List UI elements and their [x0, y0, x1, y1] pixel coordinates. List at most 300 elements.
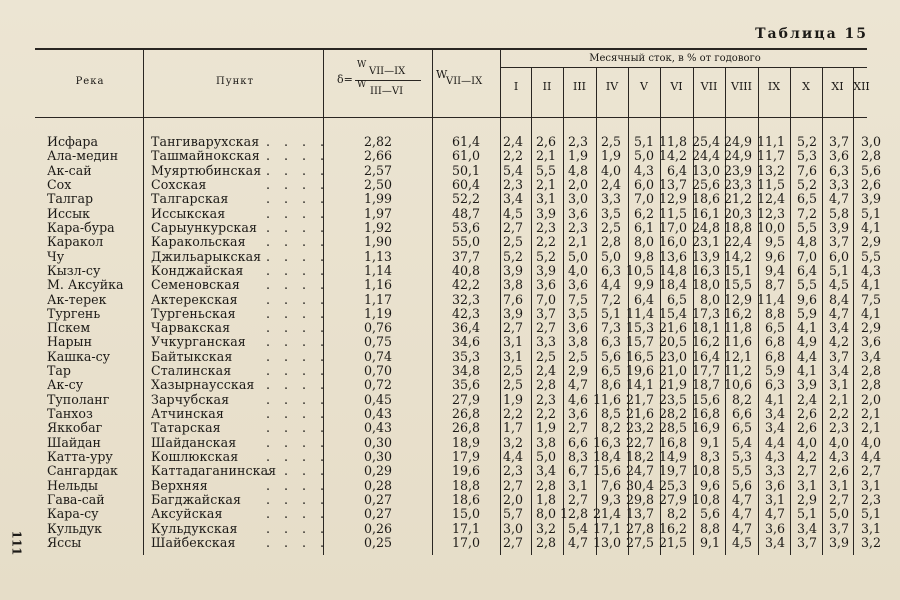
month-value: 13,0	[691, 162, 720, 178]
w-value: 27,9	[451, 391, 480, 407]
month-value: 2,0	[567, 176, 588, 192]
w-value: 17,1	[451, 520, 480, 536]
month-value: 3,4	[764, 534, 785, 550]
w-value: 53,6	[451, 219, 480, 235]
month-value: 13,0	[592, 534, 621, 550]
month-value: 3,1	[796, 477, 817, 493]
month-value: 8,4	[828, 291, 849, 307]
month-value: 3,1	[764, 492, 785, 507]
month-value: 2,4	[502, 134, 523, 149]
month-value: 3,1	[860, 520, 881, 536]
river-name: Туполанг	[47, 391, 110, 407]
month-value: 24,9	[723, 148, 752, 164]
month-value: 3,5	[567, 305, 588, 321]
w-header: W	[436, 68, 448, 81]
w-value: 35,3	[451, 348, 480, 364]
month-value: 15,5	[723, 277, 752, 293]
month-value: 4,3	[828, 449, 849, 465]
month-value: 7,3	[600, 320, 621, 336]
month-value: 2,3	[860, 492, 881, 507]
delta-value: 2,66	[363, 148, 392, 164]
delta-value: 2,50	[363, 176, 392, 192]
month-value: 6,8	[764, 334, 785, 350]
w-value: 42,3	[451, 305, 480, 321]
month-value: 3,4	[764, 406, 785, 422]
place-name: Шайбекская	[151, 534, 236, 550]
month-value: 28,2	[658, 406, 687, 422]
month-value: 21,7	[625, 391, 654, 407]
month-value: 7,6	[796, 162, 817, 178]
table-row	[0, 321, 900, 335]
w-header-sub: VII—IX	[446, 76, 483, 87]
month-value: 3,6	[828, 148, 849, 164]
month-value: 8,3	[699, 449, 720, 465]
month-value: 3,2	[502, 434, 523, 450]
delta-value: 0,29	[363, 463, 392, 479]
month-value: 16,2	[691, 334, 720, 350]
month-value: 11,4	[625, 305, 654, 321]
month-value: 2,0	[860, 391, 881, 407]
month-value: 5,2	[796, 176, 817, 192]
river-name: Яссы	[47, 534, 82, 550]
month-value: 18,2	[625, 449, 654, 465]
month-value: 4,0	[567, 262, 588, 278]
month-value: 6,4	[666, 162, 687, 178]
month-value: 1,8	[535, 492, 556, 507]
month-value: 3,1	[502, 348, 523, 364]
table-row	[0, 436, 900, 450]
month-value: 10,6	[723, 377, 752, 393]
month-value: 2,7	[860, 463, 881, 479]
month-value: 4,0	[600, 162, 621, 178]
month-value: 20,3	[723, 205, 752, 221]
leader-dots: . . . .	[266, 277, 330, 293]
delta-denominator-w: W	[357, 80, 367, 90]
month-value: 7,6	[600, 477, 621, 493]
leader-dots: . . . .	[266, 363, 330, 379]
month-value: 4,3	[764, 449, 785, 465]
w-value: 32,3	[451, 291, 480, 307]
table-row	[0, 335, 900, 349]
month-value: 3,7	[828, 234, 849, 250]
month-value: 2,6	[535, 134, 556, 149]
river-name: Ала-медин	[47, 148, 119, 164]
month-value: 6,4	[633, 291, 654, 307]
delta-numerator-sub: VII—IX	[369, 66, 406, 77]
month-value: 3,2	[860, 534, 881, 550]
month-value: 3,3	[535, 334, 556, 350]
month-value: 25,6	[691, 176, 720, 192]
place-name: Сарыункурская	[151, 219, 258, 235]
month-value: 21,4	[592, 506, 621, 522]
river-name: Пскем	[47, 320, 91, 336]
month-value: 5,5	[796, 277, 817, 293]
month-value: 11,6	[592, 391, 621, 407]
leader-dots: . . . .	[266, 305, 330, 321]
month-value: 8,7	[764, 277, 785, 293]
month-value: 6,3	[828, 162, 849, 178]
river-name: Шайдан	[47, 434, 101, 450]
leader-dots: . . . .	[266, 506, 330, 522]
month-value: 6,3	[600, 262, 621, 278]
month-value: 21,6	[625, 406, 654, 422]
month-value: 6,5	[764, 320, 785, 336]
river-name: Ак-су	[47, 377, 84, 393]
river-name: Нарын	[47, 334, 92, 350]
month-header: V	[640, 80, 648, 93]
month-value: 3,0	[567, 191, 588, 207]
table-row	[0, 149, 900, 163]
month-value: 19,7	[658, 463, 687, 479]
w-value: 61,4	[451, 134, 480, 149]
month-value: 3,6	[764, 520, 785, 536]
month-value: 5,4	[567, 520, 588, 536]
month-value: 3,7	[828, 520, 849, 536]
month-value: 23,5	[658, 391, 687, 407]
month-value: 3,6	[567, 277, 588, 293]
table-row	[0, 522, 900, 536]
month-value: 10,8	[691, 463, 720, 479]
month-value: 1,9	[502, 391, 523, 407]
month-value: 5,5	[731, 463, 752, 479]
river-name: Исфара	[47, 134, 98, 149]
delta-value: 1,90	[363, 234, 392, 250]
month-value: 2,2	[535, 406, 556, 422]
month-value: 4,7	[828, 305, 849, 321]
month-value: 8,2	[666, 506, 687, 522]
month-value: 7,0	[633, 191, 654, 207]
month-value: 21,6	[658, 320, 687, 336]
month-value: 10,0	[756, 219, 785, 235]
top-rule	[35, 48, 867, 50]
month-value: 2,9	[860, 234, 881, 250]
month-value: 9,1	[699, 534, 720, 550]
month-value: 23,1	[691, 234, 720, 250]
month-value: 2,7	[502, 477, 523, 493]
river-name: Кара-бура	[47, 219, 115, 235]
delta-value: 0,74	[363, 348, 392, 364]
month-value: 2,6	[860, 176, 881, 192]
month-value: 5,3	[731, 449, 752, 465]
month-value: 2,7	[796, 463, 817, 479]
month-value: 3,4	[828, 363, 849, 379]
place-name: Тангиварухская	[151, 134, 260, 149]
w-value: 19,6	[451, 463, 480, 479]
place-name: Кошлюкская	[151, 449, 239, 465]
month-value: 7,2	[796, 205, 817, 221]
month-value: 3,5	[600, 205, 621, 221]
header-river: Река	[75, 76, 105, 87]
month-value: 5,5	[796, 219, 817, 235]
month-value: 2,6	[828, 463, 849, 479]
month-value: 7,5	[860, 291, 881, 307]
month-value: 2,7	[567, 420, 588, 436]
month-value: 9,5	[764, 234, 785, 250]
delta-value: 0,75	[363, 334, 392, 350]
leader-dots: . . . .	[266, 262, 330, 278]
w-value: 55,0	[451, 234, 480, 250]
delta-symbol: δ=	[337, 73, 353, 86]
table-row	[0, 507, 900, 521]
month-value: 2,3	[502, 463, 523, 479]
table-row	[0, 293, 900, 307]
leader-dots: . . . .	[266, 162, 330, 178]
month-value: 11,8	[723, 320, 752, 336]
delta-value: 1,99	[363, 191, 392, 207]
month-value: 4,7	[567, 377, 588, 393]
table-row	[0, 536, 900, 550]
month-value: 8,2	[731, 391, 752, 407]
month-value: 3,9	[535, 205, 556, 221]
month-value: 15,6	[691, 391, 720, 407]
month-value: 5,0	[535, 449, 556, 465]
month-value: 8,0	[633, 234, 654, 250]
river-name: М. Аксуйка	[47, 277, 124, 293]
month-value: 3,8	[567, 334, 588, 350]
table-row	[0, 207, 900, 221]
river-name: Яккобаг	[47, 420, 103, 436]
month-value: 23,9	[723, 162, 752, 178]
month-value: 5,5	[860, 248, 881, 264]
place-name: Верхняя	[151, 477, 208, 493]
month-value: 2,8	[535, 377, 556, 393]
month-value: 5,7	[502, 506, 523, 522]
table-row	[0, 464, 900, 478]
month-value: 3,6	[764, 477, 785, 493]
delta-value: 1,14	[363, 262, 392, 278]
delta-value: 0,43	[363, 420, 392, 436]
month-value: 3,9	[535, 262, 556, 278]
month-value: 16,5	[625, 348, 654, 364]
leader-dots: . . . .	[266, 434, 330, 450]
delta-value: 0,27	[363, 506, 392, 522]
month-value: 9,1	[699, 434, 720, 450]
month-value: 17,3	[691, 305, 720, 321]
river-name: Тар	[47, 363, 71, 379]
month-header: XI	[831, 80, 844, 93]
month-value: 27,5	[625, 534, 654, 550]
river-name: Тургень	[47, 305, 101, 321]
month-value: 6,0	[633, 176, 654, 192]
month-value: 4,4	[796, 348, 817, 364]
month-value: 3,2	[535, 520, 556, 536]
month-value: 6,7	[567, 463, 588, 479]
month-value: 28,5	[658, 420, 687, 436]
table-row	[0, 378, 900, 392]
table-row	[0, 278, 900, 292]
w-value: 50,1	[451, 162, 480, 178]
month-value: 4,7	[764, 506, 785, 522]
month-value: 5,2	[535, 248, 556, 264]
river-name: Каракол	[47, 234, 104, 250]
month-value: 12,1	[723, 348, 752, 364]
month-value: 11,5	[658, 205, 687, 221]
month-value: 2,2	[828, 406, 849, 422]
month-value: 7,0	[535, 291, 556, 307]
delta-value: 0,45	[363, 391, 392, 407]
delta-value: 0,28	[363, 477, 392, 493]
month-value: 4,1	[764, 391, 785, 407]
delta-value: 0,30	[363, 449, 392, 465]
month-value: 15,7	[625, 334, 654, 350]
month-value: 3,9	[502, 262, 523, 278]
river-name: Сангардак	[47, 463, 118, 479]
table-row	[0, 393, 900, 407]
month-value: 2,3	[502, 176, 523, 192]
month-value: 4,3	[633, 162, 654, 178]
delta-value: 2,57	[363, 162, 392, 178]
month-value: 14,1	[625, 377, 654, 393]
place-name: Хазырнаусская	[151, 377, 255, 393]
month-value: 2,7	[567, 492, 588, 507]
table-row	[0, 221, 900, 235]
month-value: 3,3	[764, 463, 785, 479]
month-value: 16,2	[723, 305, 752, 321]
month-value: 18,8	[723, 219, 752, 235]
header-place: Пункт	[215, 76, 255, 87]
month-value: 4,7	[828, 191, 849, 207]
month-value: 4,0	[828, 434, 849, 450]
delta-value: 0,70	[363, 363, 392, 379]
month-value: 3,9	[828, 219, 849, 235]
place-name: Татарская	[151, 420, 221, 436]
river-name: Нельды	[47, 477, 99, 493]
table-row	[0, 264, 900, 278]
month-value: 6,0	[828, 248, 849, 264]
w-value: 18,9	[451, 434, 480, 450]
river-name: Сох	[47, 176, 72, 192]
month-value: 4,2	[828, 334, 849, 350]
leader-dots: . . . .	[266, 291, 330, 307]
month-value: 9,9	[633, 277, 654, 293]
month-value: 11,2	[723, 363, 752, 379]
month-value: 3,1	[828, 477, 849, 493]
month-header-rule	[500, 67, 867, 68]
month-value: 4,9	[796, 334, 817, 350]
leader-dots: . . . .	[266, 477, 330, 493]
w-value: 17,0	[451, 534, 480, 550]
month-header: I	[513, 80, 519, 93]
month-value: 5,1	[796, 506, 817, 522]
month-value: 3,1	[535, 191, 556, 207]
month-value: 3,7	[535, 305, 556, 321]
month-value: 13,6	[658, 248, 687, 264]
month-value: 16,0	[658, 234, 687, 250]
month-value: 2,2	[535, 234, 556, 250]
leader-dots: . . . .	[266, 420, 330, 436]
month-value: 4,1	[796, 320, 817, 336]
month-value: 2,5	[502, 363, 523, 379]
header-bottom-rule	[35, 117, 867, 118]
month-value: 21,2	[723, 191, 752, 207]
month-value: 17,0	[658, 219, 687, 235]
month-value: 20,5	[658, 334, 687, 350]
month-value: 7,2	[600, 291, 621, 307]
month-value: 3,3	[828, 176, 849, 192]
place-name: Семеновская	[151, 277, 240, 293]
place-name: Каракольская	[151, 234, 246, 250]
month-value: 16,3	[592, 434, 621, 450]
month-value: 13,2	[756, 162, 785, 178]
month-value: 4,5	[731, 534, 752, 550]
leader-dots: . . . .	[266, 492, 330, 507]
month-value: 5,3	[796, 148, 817, 164]
month-value: 16,2	[658, 520, 687, 536]
month-value: 4,1	[860, 277, 881, 293]
month-value: 5,5	[535, 162, 556, 178]
w-value: 48,7	[451, 205, 480, 221]
table-row	[0, 250, 900, 264]
month-header: III	[572, 80, 587, 93]
month-value: 5,8	[828, 205, 849, 221]
delta-value: 0,30	[363, 434, 392, 450]
delta-value: 0,26	[363, 520, 392, 536]
month-value: 2,1	[828, 391, 849, 407]
month-value: 2,1	[860, 406, 881, 422]
month-value: 3,9	[796, 377, 817, 393]
month-value: 6,5	[796, 191, 817, 207]
month-value: 3,6	[567, 320, 588, 336]
month-value: 6,1	[633, 219, 654, 235]
month-value: 17,1	[592, 520, 621, 536]
month-value: 2,7	[502, 534, 523, 550]
month-value: 2,8	[860, 148, 881, 164]
month-header: II	[542, 80, 552, 93]
month-value: 11,1	[756, 134, 785, 149]
month-value: 27,8	[625, 520, 654, 536]
month-value: 6,6	[567, 434, 588, 450]
place-name: Муяртюбинская	[151, 162, 262, 178]
month-value: 4,3	[860, 262, 881, 278]
place-name: Чарвакская	[151, 320, 231, 336]
month-value: 4,5	[828, 277, 849, 293]
month-value: 23,3	[723, 176, 752, 192]
month-value: 3,8	[502, 277, 523, 293]
month-header: VIII	[731, 80, 752, 93]
month-value: 9,4	[764, 262, 785, 278]
month-value: 2,3	[535, 391, 556, 407]
month-value: 2,6	[796, 420, 817, 436]
month-value: 4,4	[502, 449, 523, 465]
month-value: 9,3	[600, 492, 621, 507]
month-value: 11,6	[723, 334, 752, 350]
month-value: 16,1	[691, 205, 720, 221]
month-value: 4,2	[796, 449, 817, 465]
month-value: 2,5	[600, 134, 621, 149]
month-value: 8,8	[699, 520, 720, 536]
leader-dots: . . . .	[266, 219, 330, 235]
header-monthly-runoff: Месячный сток, в % от годового	[589, 53, 761, 64]
month-value: 18,4	[592, 449, 621, 465]
month-value: 7,5	[567, 291, 588, 307]
w-value: 36,4	[451, 320, 480, 336]
w-value: 26,8	[451, 420, 480, 436]
month-value: 4,1	[860, 219, 881, 235]
table-row	[0, 135, 900, 149]
river-name: Чу	[47, 248, 65, 264]
month-value: 29,8	[625, 492, 654, 507]
month-value: 3,0	[502, 520, 523, 536]
table-row	[0, 178, 900, 192]
place-name: Байтыкская	[151, 348, 233, 364]
place-name: Каттадаганинская	[151, 463, 277, 479]
delta-value: 1,97	[363, 205, 392, 221]
delta-value: 1,19	[363, 305, 392, 321]
w-value: 18,8	[451, 477, 480, 493]
month-value: 6,5	[600, 363, 621, 379]
place-name: Конджайская	[151, 262, 244, 278]
w-value: 17,9	[451, 449, 480, 465]
